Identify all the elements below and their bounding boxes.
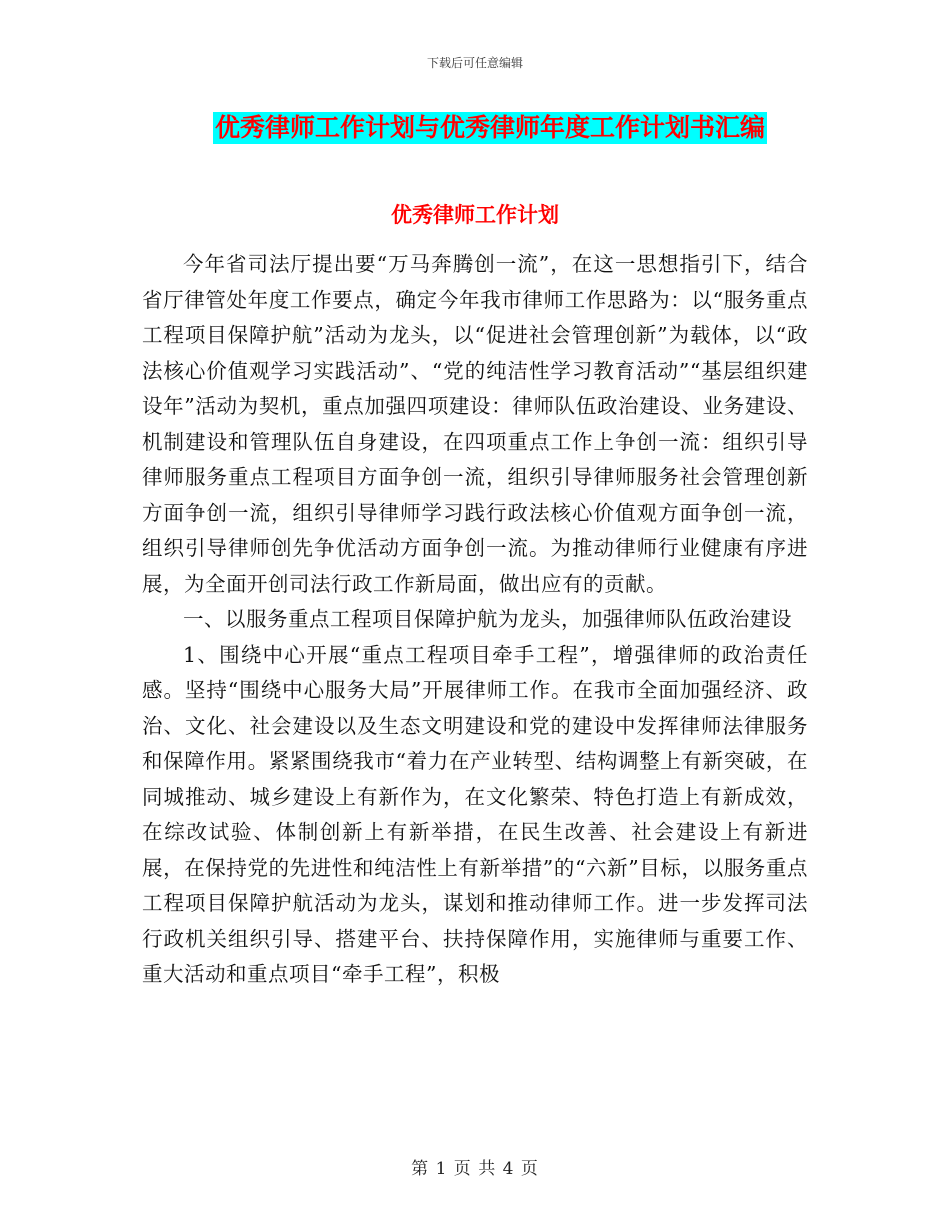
page-header-note: 下载后可任意编辑 xyxy=(426,56,523,70)
paragraph-item-one: 1、围绕中心开展“重点工程项目牵手工程”，增强律师的政治责任感。坚持“围绕中心服务大局”开展律师工作。在我市全面加强经济、政治、文化、社会建设以及生态文明建设和党的建设中发挥律师法律服务和保障作用。紧紧围绕我市“着力在产业转型、结构调整上有新突破，在同城推动、城乡建设上有新作为，在文化繁荣、特色打造上有新成效，在综改试验、体制创新上有新举措，在民生改善、社会建设上有新进展，在保持党的先进性和纯洁性上有新举措”的“六新”目标，以服务重点工程项目保障护航活动为龙头，谋划和推动律师工作。进一步发挥司法行政机关组织引导、搭建平台、扶持保障作用，实施律师与重要工作、重大活动和重点项目“牵手工程”，积极 xyxy=(142,642,808,986)
paragraph-intro: 今年省司法厅提出要“万马奔腾创一流”，在这一思想指引下，结合省厅律管处年度工作要点，确定今年我市律师工作思路为：以“服务重点工程项目保障护航”活动为龙头，以“促进社会管理创新”为载体，以“政法核心价值观学习实践活动”、“党的纯洁性学习教育活动”“基层组织建设年”活动为契机，重点加强四项建设：律师队伍政治建设、业务建设、机制建设和管理队伍自身建设，在四项重点工作上争创一流：组织引导律师服务重点工程项目方面争创一流，组织引导律师服务社会管理创新方面争创一流，组织引导律师学习践行政法核心价值观方面争创一流，组织引导律师创先争优活动方面争创一流。为推动律师行业健康有序进展，为全面开创司法行政工作新局面，做出应有的贡献。 xyxy=(142,252,808,596)
page-number-footer: 第 1 页 共 4 页 xyxy=(411,1159,539,1179)
document-title-container xyxy=(0,112,950,144)
document-title: 优秀律师工作计划与优秀律师年度工作计划书汇编 xyxy=(214,113,765,142)
section-title: 优秀律师工作计划 xyxy=(391,202,559,227)
paragraph-heading-one: 一、以服务重点工程项目保障护航为龙头，加强律师队伍政治建设 xyxy=(183,607,792,631)
document-body xyxy=(142,247,808,993)
